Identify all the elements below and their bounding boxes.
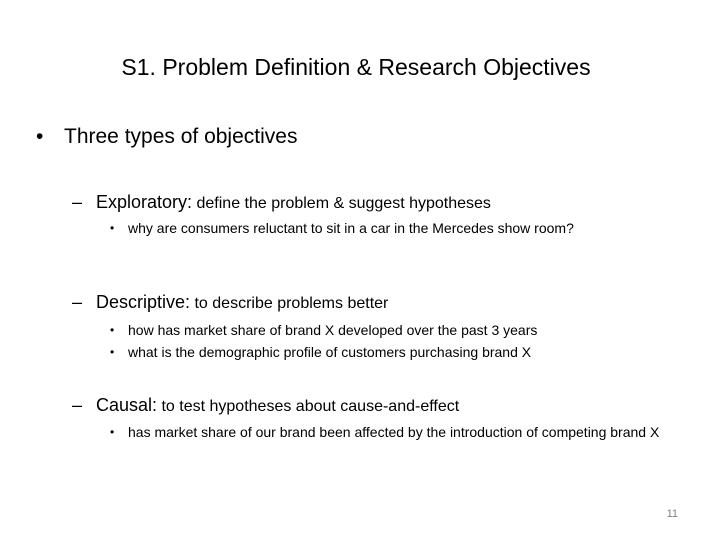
exploratory-heading xyxy=(72,190,491,216)
bullet-icon: • xyxy=(110,425,115,439)
bullet-icon: • xyxy=(110,221,115,235)
bullet-icon: • xyxy=(110,323,115,337)
main-bullet xyxy=(36,122,297,152)
exploratory-description: define the problem & suggest hypotheses xyxy=(196,195,491,212)
dash-icon: – xyxy=(72,395,83,415)
example-text: why are consumers reluctant to sit in a car in the Mercedes show room? xyxy=(128,220,574,236)
descriptive-term: Descriptive: xyxy=(96,292,191,312)
descriptive-description: to describe problems better xyxy=(194,295,389,312)
causal-description: to test hypotheses about cause-and-effect xyxy=(161,398,460,415)
causal-heading xyxy=(72,393,459,419)
example-text: what is the demographic profile of customers purchasing brand X xyxy=(128,344,532,360)
example-text: has market share of our brand been affected by the introduction of competing brand X xyxy=(128,424,660,440)
dash-icon: – xyxy=(72,192,83,212)
dash-icon: – xyxy=(72,292,83,312)
exploratory-example-1 xyxy=(110,219,680,237)
bullet-icon: • xyxy=(36,125,44,148)
causal-term: Causal: xyxy=(96,395,158,415)
causal-example-1 xyxy=(110,423,680,441)
slide-title: S1. Problem Definition & Research Objectives xyxy=(121,54,591,80)
descriptive-example-2 xyxy=(110,343,680,361)
page-number: 11 xyxy=(666,508,678,520)
main-bullet-text: Three types of objectives xyxy=(64,125,298,148)
exploratory-term: Exploratory: xyxy=(96,192,193,212)
descriptive-heading xyxy=(72,290,388,316)
bullet-icon: • xyxy=(110,345,115,359)
example-text: how has market share of brand X developed over the past 3 years xyxy=(128,322,538,338)
descriptive-example-1 xyxy=(110,321,680,339)
